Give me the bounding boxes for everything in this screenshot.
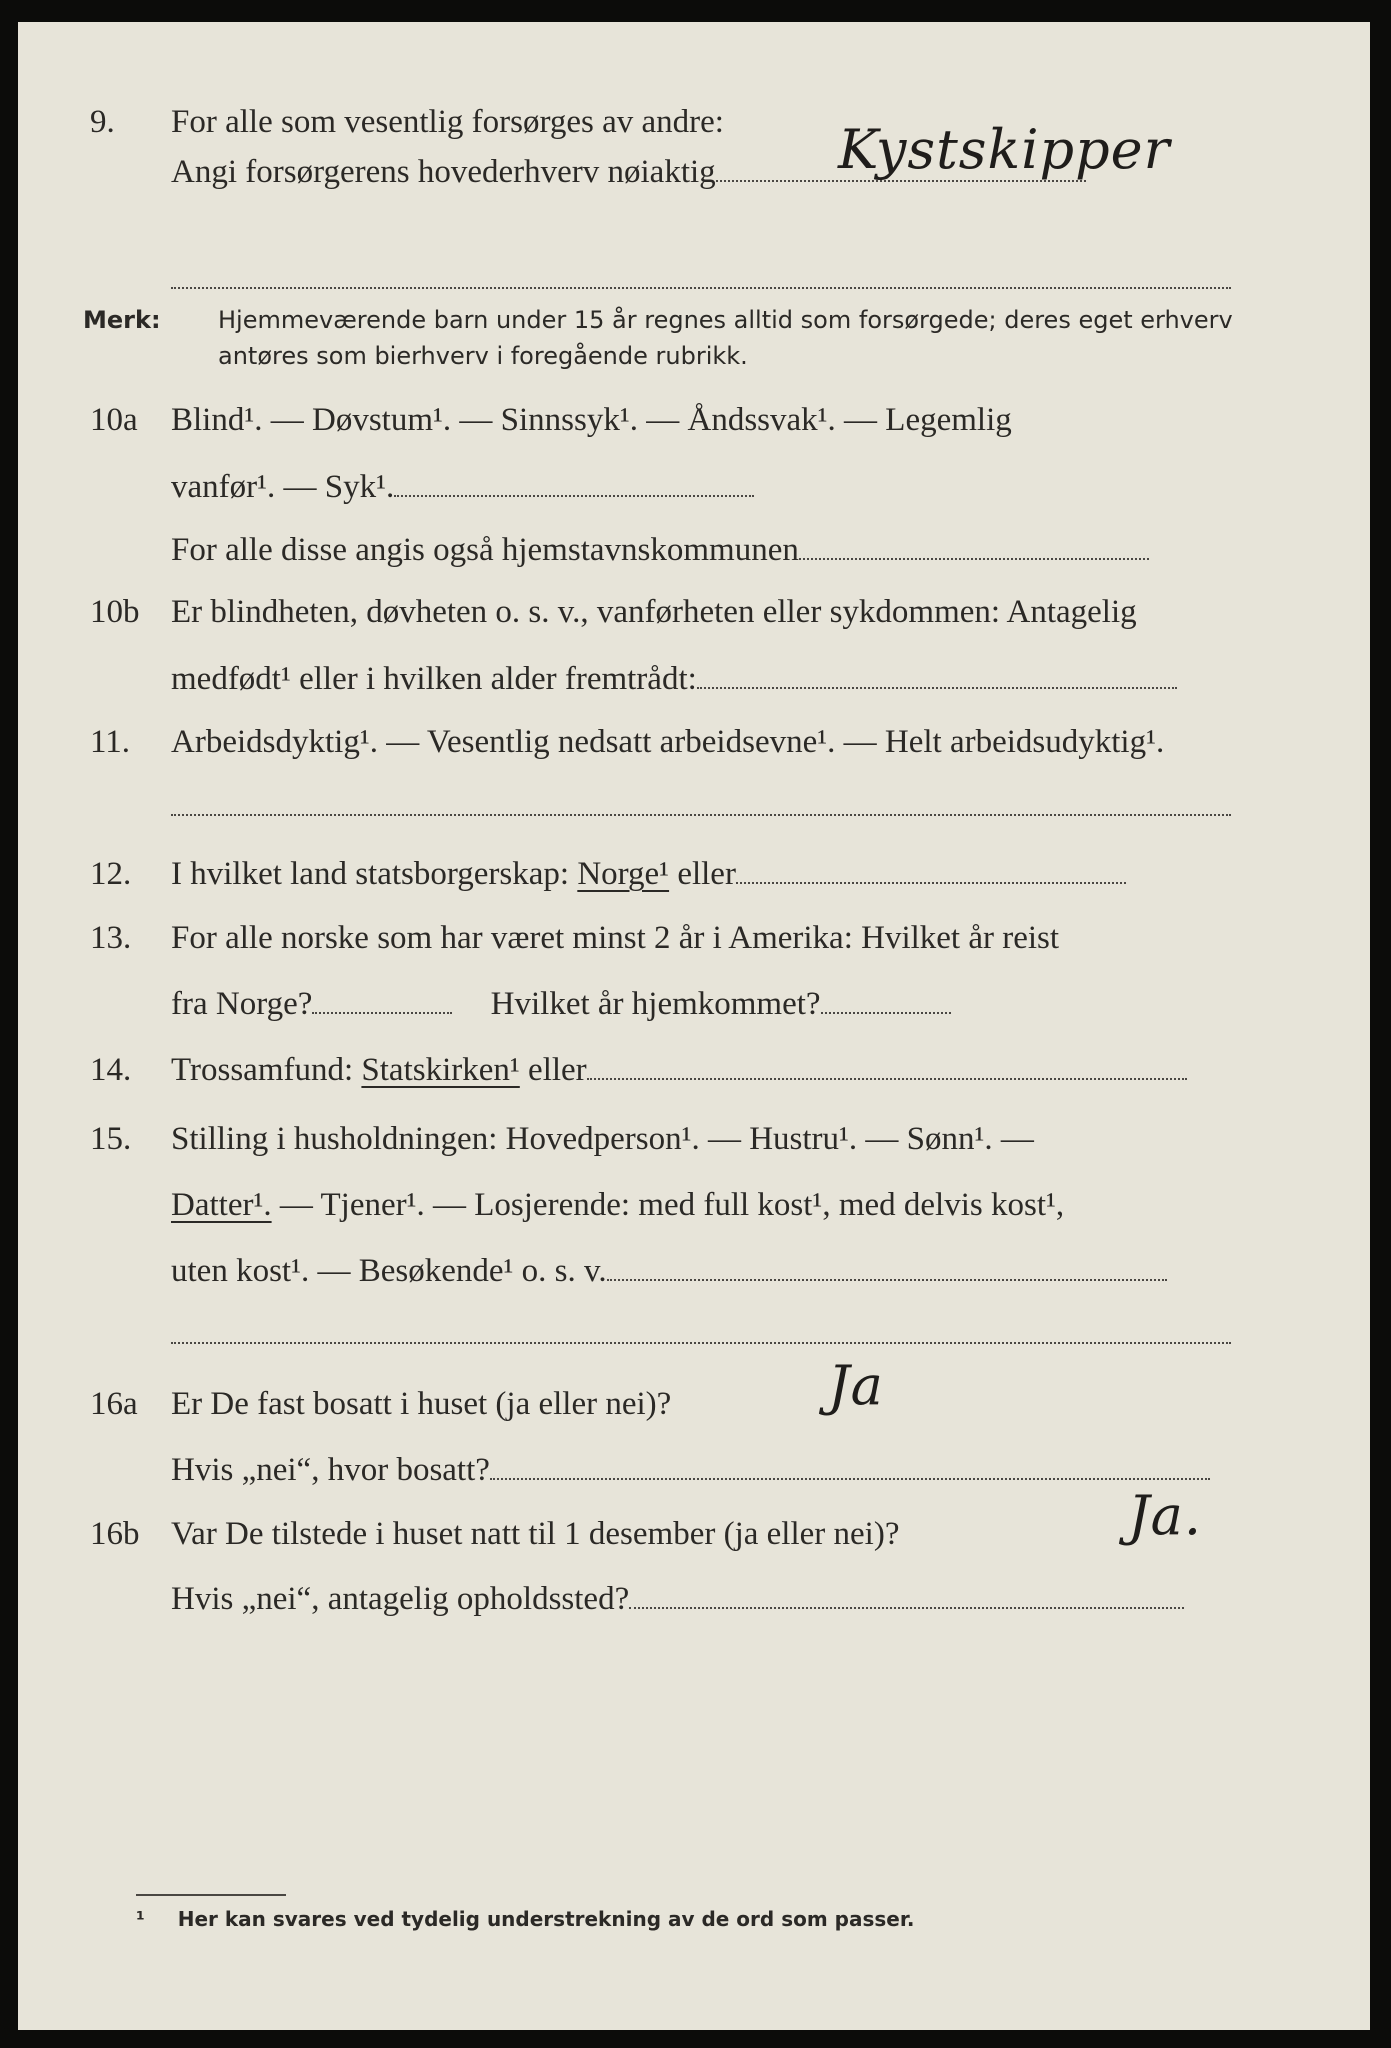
q13-reist-leader — [312, 984, 452, 1014]
q16b-opholdssted-leader — [629, 1579, 1184, 1609]
q10b-text1: Er blindheten, døvheten o. s. v., vanførheten eller sykdommen: Antagelig — [171, 594, 1137, 630]
q14-suffix: eller — [528, 1052, 587, 1088]
q12-suffix: eller — [677, 856, 736, 892]
q16a-text2: Hvis „nei“, hvor bosatt? — [171, 1452, 490, 1488]
separator-line — [171, 287, 1231, 289]
q12-number: 12. — [90, 856, 132, 892]
q9-text1: For alle som vesentlig forsørges av andre: — [171, 104, 724, 140]
q14-leader — [587, 1050, 1187, 1080]
q10b-number: 10b — [90, 594, 140, 630]
q11-number: 11. — [90, 724, 131, 760]
q9-number: 9. — [90, 104, 115, 140]
q12-underlined-answer: Norge¹ — [577, 856, 670, 892]
q9-handwritten-answer: Kystskipper — [838, 118, 1171, 181]
q14-prefix: Trossamfund: — [171, 1052, 354, 1088]
footnote — [136, 1907, 914, 1931]
q16a-bosatt-leader — [490, 1450, 1210, 1480]
q10b-text2: medfødt¹ eller i hvilken alder fremtrådt: — [171, 661, 697, 697]
q10a-syk-leader — [394, 467, 754, 497]
q10a-kommune-leader — [799, 530, 1149, 560]
separator-line — [171, 814, 1231, 816]
q14-underlined-answer: Statskirken¹ — [361, 1052, 520, 1088]
q15-number: 15. — [90, 1121, 132, 1157]
q13-text2b: Hvilket år hjemkommet? — [490, 986, 821, 1022]
footnote-text: Her kan svares ved tydelig understrekning av de ord som passer. — [177, 1907, 915, 1931]
q16b-text2: Hvis „nei“, antagelig opholdssted? — [171, 1581, 630, 1617]
q13-text1: For alle norske som har været minst 2 år i Amerika: Hvilket år reist — [171, 920, 1060, 956]
q16b-text1: Var De tilstede i huset natt til 1 desember (ja eller nei)? — [171, 1516, 900, 1552]
q11-text1: Arbeidsdyktig¹. — Vesentlig nedsatt arbeidsevne¹. — Helt arbeidsudyktig¹. — [171, 724, 1165, 760]
q16a-number: 16a — [90, 1386, 138, 1422]
q16b-number: 16b — [90, 1516, 140, 1552]
q13-text2a: fra Norge? — [171, 986, 313, 1022]
q16a-handwritten-answer: Ja — [828, 1354, 884, 1417]
census-form-page — [18, 22, 1370, 2030]
q10a-text2: vanfør¹. — Syk¹. — [171, 469, 395, 505]
q12-prefix: I hvilket land statsborgerskap: — [171, 856, 570, 892]
q15-leader — [607, 1251, 1167, 1281]
q16b-handwritten-answer: Ja. — [1128, 1484, 1203, 1547]
q10a-number: 10a — [90, 402, 138, 438]
q15-text3: uten kost¹. — Besøkende¹ o. s. v. — [171, 1253, 607, 1289]
q12-leader — [736, 854, 1126, 884]
separator-line — [171, 1342, 1231, 1344]
q10a-text3: For alle disse angis også hjemstavnskommunen — [171, 532, 799, 568]
q10b-alder-leader — [697, 659, 1177, 689]
q15-text1: Stilling i husholdningen: Hovedperson¹. — Hustru¹. — Sønn¹. — — [171, 1121, 1034, 1157]
q13-hjemkommet-leader — [821, 984, 951, 1014]
footnote-rule — [136, 1894, 286, 1896]
merk-text1: Hjemmeværende barn under 15 år regnes alltid som forsørgede; deres eget erhverv — [218, 306, 1233, 334]
q10a-text1: Blind¹. — Døvstum¹. — Sinnssyk¹. — Åndssvak¹. — Legemlig — [171, 402, 1012, 438]
q16a-text1: Er De fast bosatt i huset (ja eller nei)? — [171, 1386, 672, 1422]
q15-text2: — Tjener¹. — Losjerende: med full kost¹, med delvis kost¹, — [279, 1187, 1065, 1223]
q14-number: 14. — [90, 1052, 132, 1088]
q15-underlined-answer: Datter¹. — [171, 1187, 272, 1223]
merk-text2: antøres som bierhverv i foregående rubrikk. — [218, 342, 748, 370]
q13-number: 13. — [90, 920, 132, 956]
footnote-mark: ¹ — [136, 1907, 145, 1931]
merk-label: Merk: — [83, 306, 161, 334]
q9-text2: Angi forsørgerens hovederhverv nøiaktig — [171, 154, 716, 190]
